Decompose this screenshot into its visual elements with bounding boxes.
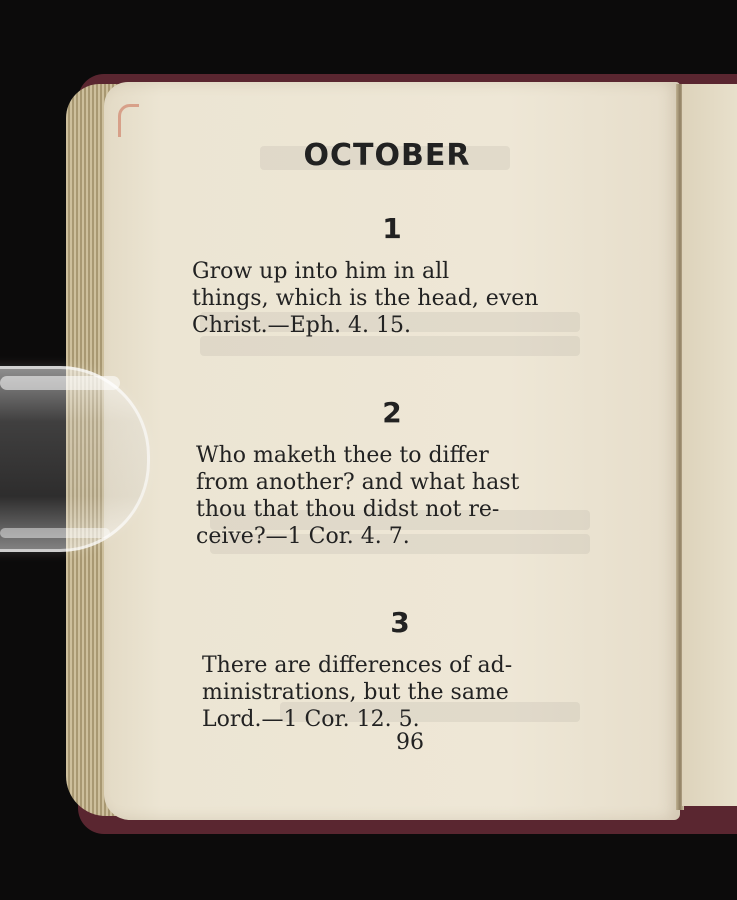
verse-entry	[196, 442, 596, 550]
verse-line: Lord.—1 Cor. 12. 5.	[202, 707, 420, 732]
verse-line: from another? and what hast	[196, 470, 520, 495]
page-number: 96	[396, 730, 424, 755]
glass-highlight	[0, 376, 120, 390]
verse-line: Grow up into him in all	[192, 259, 450, 284]
verse-line: ceive?—1 Cor. 4. 7.	[196, 524, 410, 549]
day-number: 3	[390, 606, 410, 639]
verse-line: Who maketh thee to differ	[196, 443, 489, 468]
right-page-edge	[682, 84, 737, 806]
verse-entry	[202, 652, 602, 733]
verse-line: ministrations, but the same	[202, 680, 509, 705]
day-number: 2	[382, 396, 402, 429]
glass-highlight	[0, 528, 110, 538]
verse-line: There are differences of ad-	[202, 653, 513, 678]
show-through	[200, 336, 580, 356]
month-heading: OCTOBER	[303, 138, 471, 173]
verse-entry	[192, 258, 590, 339]
verse-line: thou that thou didst not re-	[196, 497, 500, 522]
verse-line: Christ.—Eph. 4. 15.	[192, 313, 411, 338]
page-corner-mark	[118, 104, 139, 137]
day-number: 1	[382, 212, 402, 245]
verse-line: things, which is the head, even	[192, 286, 539, 311]
